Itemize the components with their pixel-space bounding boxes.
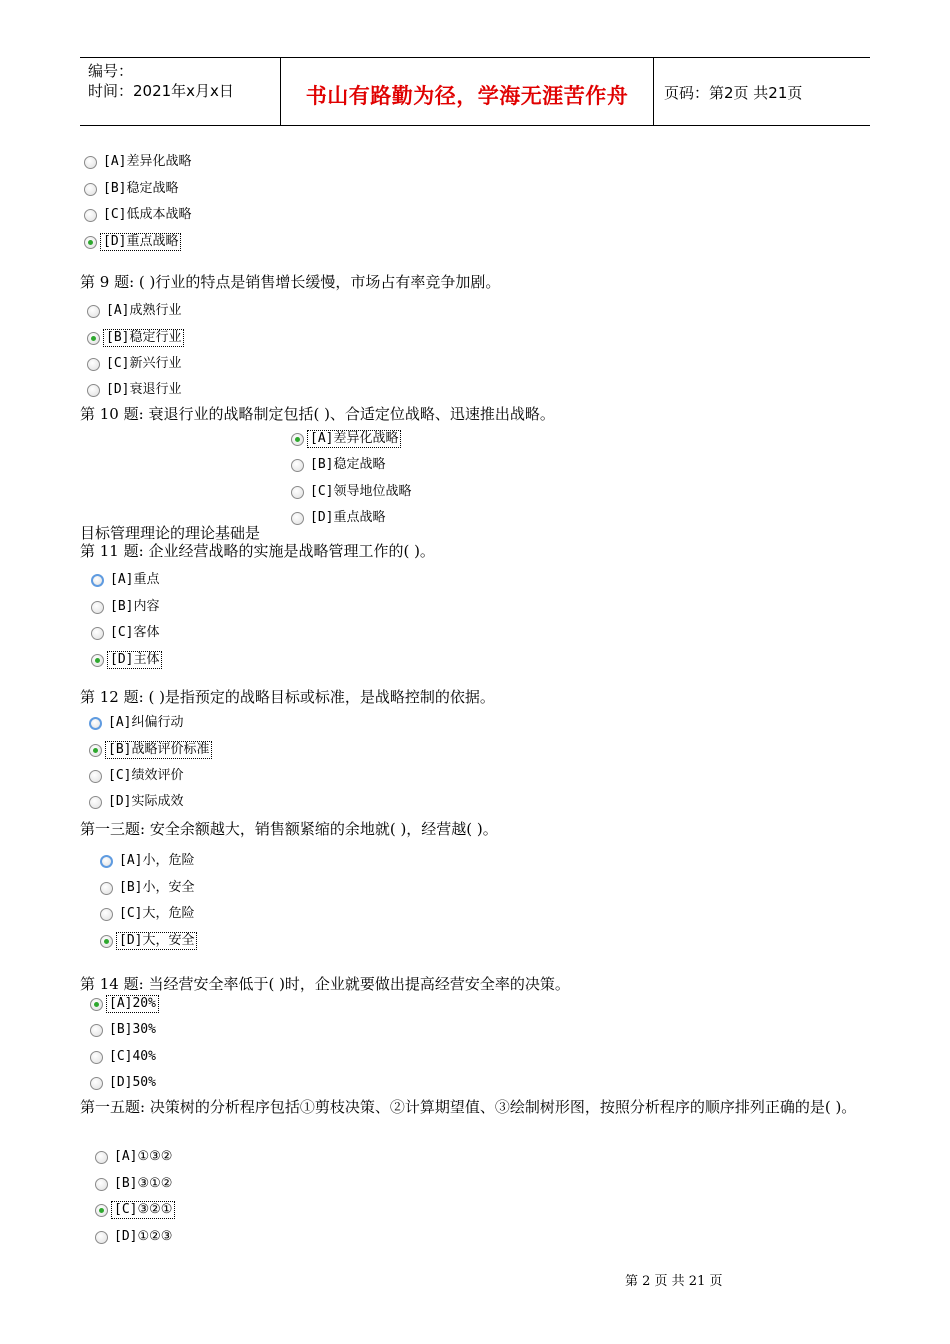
option-label: [A]小，危险 — [119, 853, 195, 868]
radio-checked-icon[interactable] — [87, 332, 100, 345]
radio-checked-icon[interactable] — [91, 654, 104, 667]
option-label: [D]50% — [109, 1075, 156, 1090]
radio-icon[interactable] — [89, 770, 102, 783]
option-label: [D]主体 — [110, 652, 160, 667]
q10-option-b[interactable] — [291, 455, 387, 475]
q15-text: 第一五题: 决策树的分析程序包括①剪枝决策、②计算期望值、③绘制树形图，按照分析程序的顺序排列正确的是( )。 — [80, 1098, 857, 1116]
radio-icon[interactable] — [291, 512, 304, 525]
q8-option-c[interactable] — [84, 205, 193, 225]
radio-icon[interactable] — [95, 1151, 108, 1164]
radio-focused-icon[interactable] — [89, 717, 102, 730]
stray-text: 目标管理理论的理论基础是 — [80, 524, 261, 542]
header-meta-cell — [80, 58, 281, 125]
radio-focused-icon[interactable] — [100, 855, 113, 868]
q15-option-c[interactable] — [95, 1200, 174, 1220]
radio-icon[interactable] — [95, 1178, 108, 1191]
radio-checked-icon[interactable] — [95, 1204, 108, 1217]
q10-option-a[interactable] — [291, 429, 400, 449]
q11-option-a[interactable] — [91, 570, 161, 590]
option-label: [B]稳定战略 — [103, 181, 179, 196]
radio-icon[interactable] — [87, 358, 100, 371]
q10-option-c[interactable] — [291, 482, 413, 502]
q12-option-a[interactable] — [89, 713, 185, 733]
option-label: [C]绩效评价 — [108, 768, 184, 783]
radio-icon[interactable] — [89, 796, 102, 809]
q14-option-a[interactable] — [90, 994, 158, 1014]
radio-icon[interactable] — [91, 627, 104, 640]
option-label: [A]差异化战略 — [310, 431, 399, 446]
q13-option-d[interactable] — [100, 931, 196, 951]
option-label: [D]衰退行业 — [106, 382, 182, 397]
radio-icon[interactable] — [87, 384, 100, 397]
q14-text: 第 14 题: 当经营安全率低于( )时，企业就要做出提高经营安全率的决策。 — [80, 975, 570, 993]
radio-icon[interactable] — [91, 601, 104, 614]
q9-text: 第 9 题: ( )行业的特点是销售增长缓慢，市场占有率竞争加剧。 — [80, 273, 501, 291]
q8-option-d[interactable] — [84, 232, 180, 252]
radio-icon[interactable] — [90, 1051, 103, 1064]
q8-option-a[interactable] — [84, 152, 193, 172]
option-label: [A]纠偏行动 — [108, 715, 184, 730]
option-label: [D]重点战略 — [310, 510, 386, 525]
q13-option-c[interactable] — [100, 904, 196, 924]
option-label: [A]重点 — [110, 572, 160, 587]
radio-icon[interactable] — [84, 183, 97, 196]
option-label: [A]差异化战略 — [103, 154, 192, 169]
radio-checked-icon[interactable] — [89, 744, 102, 757]
radio-checked-icon[interactable] — [100, 935, 113, 948]
q11-text: 第 11 题: 企业经营战略的实施是战略管理工作的( )。 — [80, 542, 435, 560]
q14-option-b[interactable] — [90, 1020, 158, 1040]
option-label: [B]稳定战略 — [310, 457, 386, 472]
radio-checked-icon[interactable] — [84, 236, 97, 249]
option-label: [C]40% — [109, 1049, 156, 1064]
option-label: [D]实际成效 — [108, 794, 184, 809]
q12-option-b[interactable] — [89, 740, 211, 760]
option-label: [D]大，安全 — [119, 933, 195, 948]
option-label: [A]20% — [109, 996, 156, 1011]
document-number: 编号： — [88, 62, 134, 80]
radio-icon[interactable] — [84, 156, 97, 169]
radio-icon[interactable] — [100, 882, 113, 895]
radio-focused-icon[interactable] — [91, 574, 104, 587]
document-time: 时间：2021年x月x日 — [88, 82, 234, 100]
option-label: [D]①②③ — [114, 1229, 173, 1244]
option-label: [C]③②① — [114, 1202, 173, 1217]
q9-option-d[interactable] — [87, 380, 183, 400]
q10-option-d[interactable] — [291, 508, 387, 528]
q14-option-d[interactable] — [90, 1073, 158, 1093]
page-footer: 第 2 页 共 21 页 — [625, 1274, 723, 1289]
q12-option-d[interactable] — [89, 792, 185, 812]
option-label: [A]成熟行业 — [106, 303, 182, 318]
q12-text: 第 12 题: ( )是指预定的战略目标或标准，是战略控制的依据。 — [80, 688, 495, 706]
radio-icon[interactable] — [100, 908, 113, 921]
q8-option-b[interactable] — [84, 179, 180, 199]
page-indicator: 页码：第2页 共21页 — [664, 84, 803, 102]
header-page-cell — [654, 58, 870, 125]
radio-checked-icon[interactable] — [90, 998, 103, 1011]
q14-option-c[interactable] — [90, 1047, 158, 1067]
q10-text: 第 10 题: 衰退行业的战略制定包括( )、合适定位战略、迅速推出战略。 — [80, 405, 555, 423]
q15-option-d[interactable] — [95, 1227, 174, 1247]
motto: 书山有路勤为径，学海无涯苦作舟 — [305, 83, 629, 108]
q13-option-a[interactable] — [100, 851, 196, 871]
radio-checked-icon[interactable] — [291, 433, 304, 446]
option-label: [C]新兴行业 — [106, 356, 182, 371]
q9-option-c[interactable] — [87, 354, 183, 374]
option-label: [D]重点战略 — [103, 234, 179, 249]
header-motto-cell — [281, 58, 654, 125]
q9-option-b[interactable] — [87, 328, 183, 348]
option-label: [B]③①② — [114, 1176, 173, 1191]
q13-text: 第一三题: 安全余额越大，销售额紧缩的余地就( )，经营越( )。 — [80, 820, 498, 838]
q13-option-b[interactable] — [100, 878, 196, 898]
option-label: [C]大，危险 — [119, 906, 195, 921]
option-label: [C]领导地位战略 — [310, 484, 412, 499]
radio-icon[interactable] — [90, 1077, 103, 1090]
radio-icon[interactable] — [90, 1024, 103, 1037]
q12-option-c[interactable] — [89, 766, 185, 786]
radio-icon[interactable] — [95, 1231, 108, 1244]
radio-icon[interactable] — [291, 459, 304, 472]
page-header — [80, 57, 870, 126]
option-label: [C]低成本战略 — [103, 207, 192, 222]
option-label: [B]战略评价标准 — [108, 742, 210, 757]
option-label: [B]内容 — [110, 599, 160, 614]
q9-option-a[interactable] — [87, 301, 183, 321]
radio-icon[interactable] — [84, 209, 97, 222]
q15-option-b[interactable] — [95, 1174, 174, 1194]
q11-option-b[interactable] — [91, 597, 161, 617]
radio-icon[interactable] — [291, 486, 304, 499]
q11-option-c[interactable] — [91, 623, 161, 643]
option-label: [A]①③② — [114, 1149, 173, 1164]
option-label: [B]小，安全 — [119, 880, 195, 895]
q15-option-a[interactable] — [95, 1147, 174, 1167]
q11-option-d[interactable] — [91, 650, 161, 670]
option-label: [B]30% — [109, 1022, 156, 1037]
option-label: [B]稳定行业 — [106, 330, 182, 345]
radio-icon[interactable] — [87, 305, 100, 318]
option-label: [C]客体 — [110, 625, 160, 640]
